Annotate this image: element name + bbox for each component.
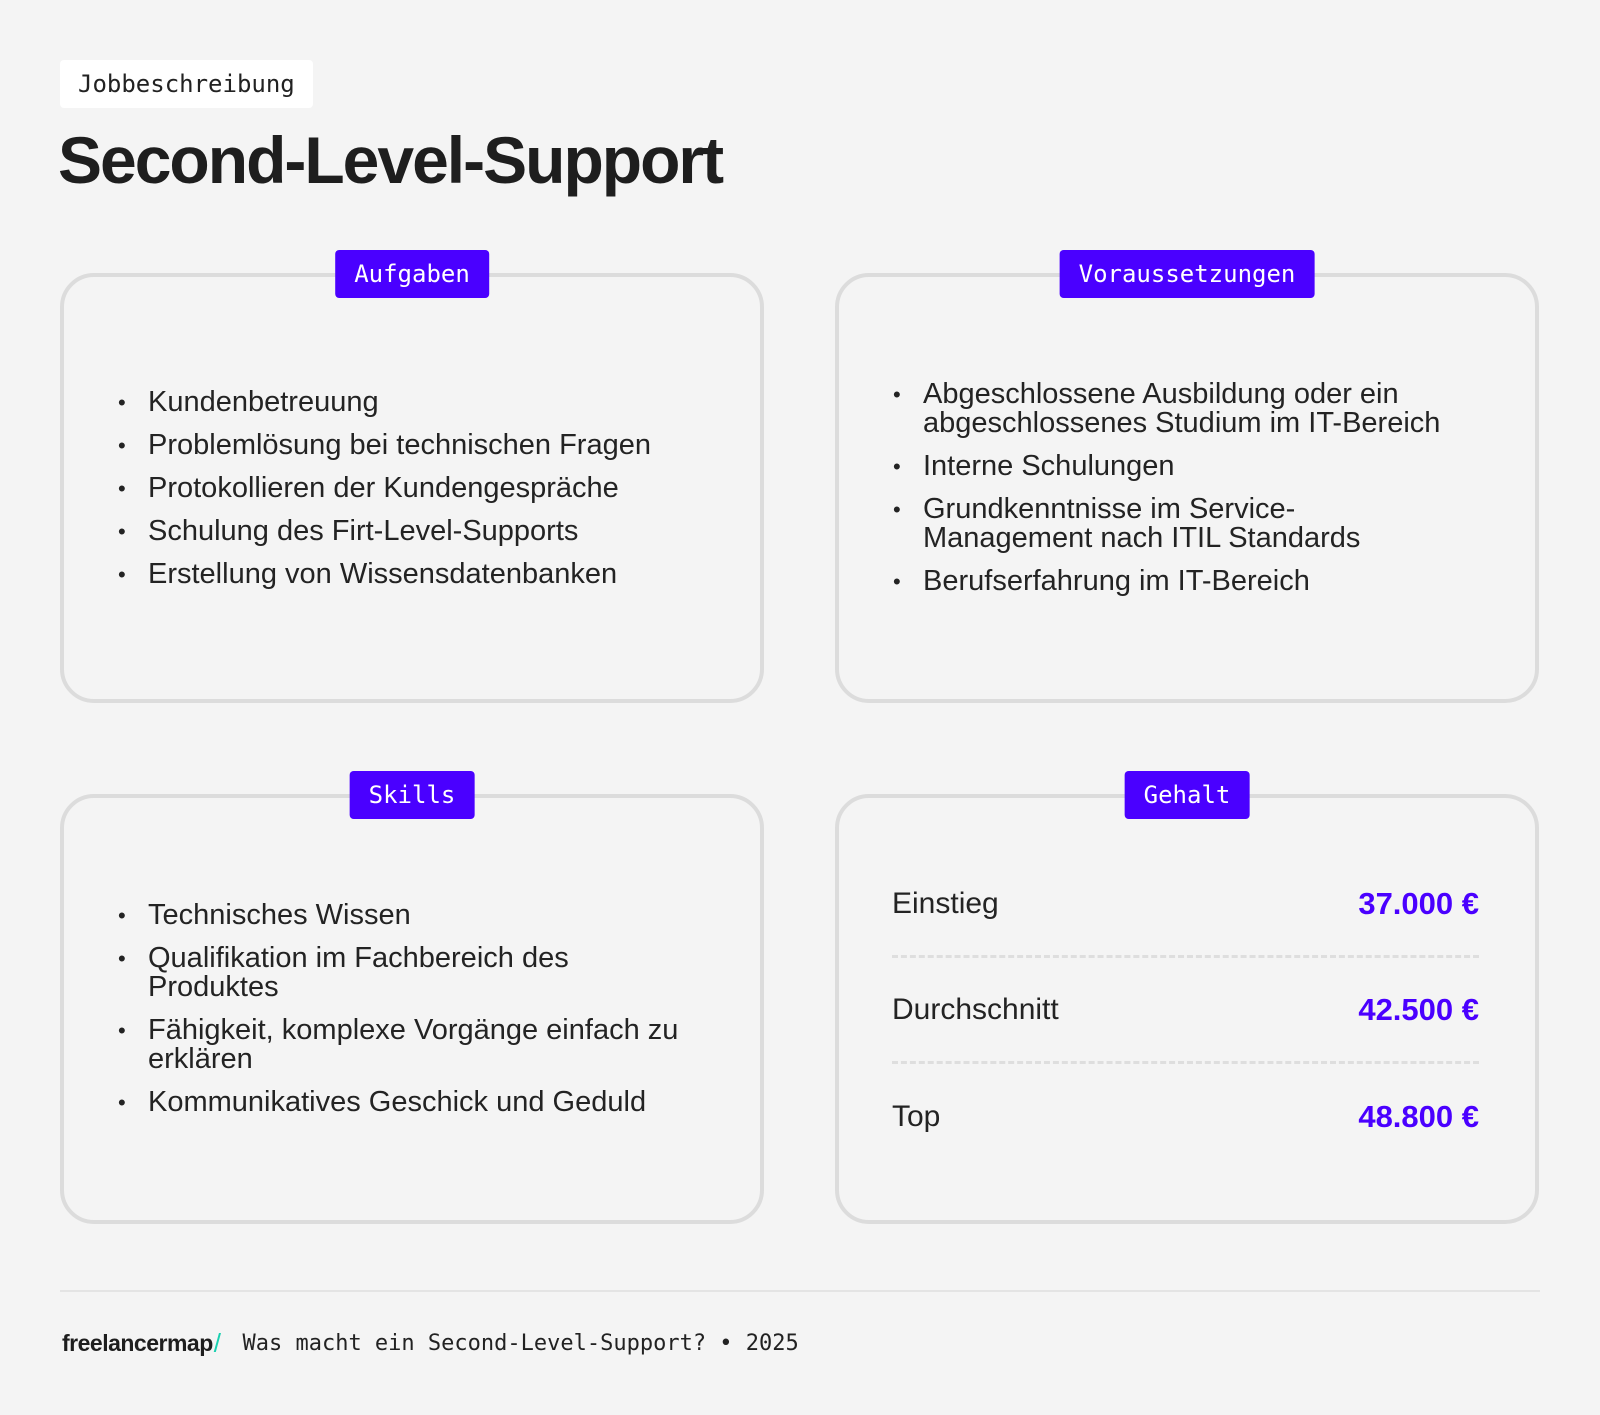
logo-slash-icon: /: [213, 1328, 221, 1358]
list-item: • Kommunikatives Geschick und Geduld: [118, 1088, 688, 1117]
footer-caption: Was macht ein Second-Level-Support? • 2025: [242, 1331, 799, 1356]
salary-value: 42.500 €: [1358, 991, 1479, 1027]
card-skills: [60, 781, 764, 1224]
footer-divider: [60, 1290, 1540, 1292]
card-voraussetzungen: [835, 260, 1539, 703]
salary-row-einstieg: [892, 852, 1479, 958]
list-item: • Technisches Wissen: [118, 901, 688, 930]
footer: [62, 1328, 799, 1359]
badge-voraussetzungen: Voraussetzungen: [1060, 250, 1315, 298]
list-item: • Berufserfahrung im IT-Bereich: [893, 567, 1443, 596]
salary-label: Top: [892, 1100, 941, 1133]
salary-value: 48.800 €: [1358, 1099, 1479, 1134]
list-item: • Abgeschlossene Ausbildung oder ein abgeschlossenes Studium im IT-Bereich: [893, 380, 1443, 438]
voraussetzungen-list: [893, 277, 1505, 699]
list-item: • Schulung des Firt-Level-Supports: [118, 517, 730, 546]
card-gehalt: [835, 781, 1539, 1224]
list-item: • Kundenbetreuung: [118, 388, 730, 417]
list-item: • Protokollieren der Kundengespräche: [118, 474, 730, 503]
aufgaben-list: [118, 277, 730, 699]
salary-label: Durchschnitt: [892, 992, 1059, 1026]
list-item: • Problemlösung bei technischen Fragen: [118, 431, 730, 460]
category-tag: Jobbeschreibung: [60, 60, 313, 108]
badge-aufgaben: Aufgaben: [335, 250, 489, 298]
list-item: • Interne Schulungen: [893, 452, 1443, 481]
badge-gehalt: Gehalt: [1125, 771, 1250, 819]
list-item: • Grundkenntnisse im Service-Management nach ITIL Standards: [893, 495, 1443, 553]
skills-list: [118, 798, 730, 1220]
freelancermap-logo: [62, 1328, 220, 1359]
salary-row-durchschnitt: [892, 958, 1479, 1064]
logo-text: freelancermap: [62, 1330, 213, 1356]
card-aufgaben: [60, 260, 764, 703]
salary-label: Einstieg: [892, 886, 999, 920]
salary-value: 37.000 €: [1358, 885, 1479, 921]
badge-skills: Skills: [350, 771, 475, 819]
salary-table: [892, 852, 1479, 1170]
page-title: Second-Level-Support: [58, 123, 723, 197]
list-item: • Fähigkeit, komplexe Vorgänge einfach zu erklären: [118, 1016, 688, 1074]
salary-row-top: [892, 1064, 1479, 1170]
list-item: • Erstellung von Wissensdatenbanken: [118, 560, 730, 589]
list-item: • Qualifikation im Fachbereich des Produktes: [118, 944, 688, 1002]
